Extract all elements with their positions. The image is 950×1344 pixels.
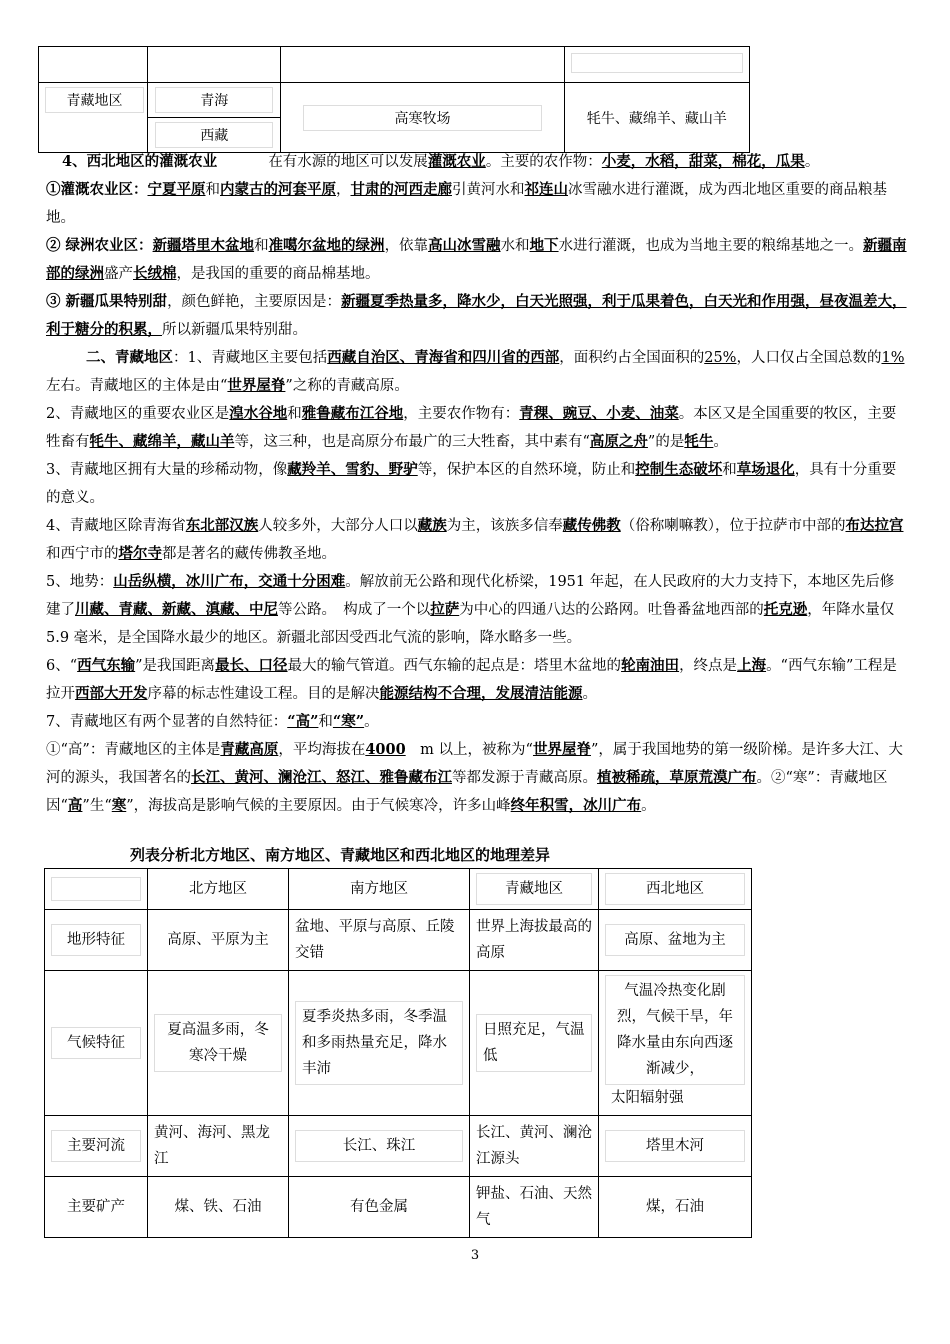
key-term: 准噶尔盆地的绿洲 [268, 237, 385, 254]
text-run: 等都发源于青藏高原。 [452, 770, 597, 786]
text-run: ，颜色鲜艳，主要原因是： [167, 294, 342, 310]
text-run: 和 [318, 714, 333, 730]
key-term: 新疆塔里木盆地 [152, 237, 255, 254]
header-label [51, 877, 141, 901]
section-title: 二、青藏地区 [86, 349, 173, 366]
text-run: 为主，该族多信奉 [446, 518, 563, 534]
cell-text: 长江、珠江 [295, 1130, 463, 1162]
paragraph-irrigation [46, 176, 908, 232]
key-term: 西气东输 [77, 657, 136, 674]
top-table [38, 46, 750, 153]
qz-paragraph-3 [46, 456, 908, 512]
text-run: 人较多外，大部分人口以 [258, 518, 418, 534]
table-cell [148, 910, 289, 971]
header-cell [45, 869, 148, 910]
text-run: （俗称喇嘛教），位于拉萨市中部的 [620, 518, 846, 534]
text-run: ①“高”：青藏地区的主体是 [46, 742, 221, 758]
key-term: 世界屋脊 [227, 377, 286, 394]
key-term: 藏羚羊、雪豹、野驴 [287, 461, 418, 478]
livestock-label: 牦牛、藏绵羊、藏山羊 [586, 110, 727, 127]
cell-text: 夏季炎热多雨，冬季温和多雨热量充足，降水丰沛 [295, 1001, 463, 1085]
text-run: ，终点是 [679, 658, 738, 674]
cell-text: 盆地、平原与高原、丘陵交错 [295, 919, 455, 961]
text-run: 等公路。 构成了一个以 [278, 602, 431, 618]
key-term: 寒 [111, 797, 127, 814]
cell-text: 钾盐、石油、天然气 [476, 1186, 592, 1228]
text-run: 最大的输气管道。西气东输的起点是：塔里木盆地的 [287, 658, 622, 674]
key-term: 世界屋脊 [532, 741, 591, 758]
key-term: 最长、口径 [215, 657, 288, 674]
text-run: 为中心的四通八达的公路网。吐鲁番盆地西部的 [459, 602, 764, 618]
cell-text: 黄河、海河、黑龙江 [154, 1125, 270, 1167]
cell-text: 太阳辐射强 [611, 1090, 684, 1106]
cell-text: 世界上海拔最高的高原 [476, 919, 592, 961]
table-caption: 列表分析北方地区、南方地区、青藏地区和西北地区的地理差异 [130, 846, 551, 864]
text-run: 。 [364, 714, 379, 730]
qz-paragraph-7 [46, 708, 908, 736]
key-term: 西藏自治区、青海省和四川省的西部 [327, 349, 560, 366]
text-run: ”之称的青藏高原。 [285, 378, 409, 394]
text-run: 序幕的标志性建设工程。目的是解决 [147, 686, 380, 702]
key-term: “高” [287, 713, 319, 730]
text-run: ”生“ [82, 798, 112, 814]
text-run: 。 [713, 434, 728, 450]
key-term: 雅鲁藏布江谷地 [301, 405, 404, 422]
row-label-cell [45, 971, 148, 1116]
key-term: 植被稀疏，草原荒漠广布 [597, 769, 757, 786]
key-term: 地下 [529, 237, 559, 254]
agriculture-cell [281, 83, 564, 153]
text-run: ② 绿洲农业区： [46, 237, 153, 254]
text-run: ：1、青藏地区主要包括 [173, 350, 328, 366]
table-cell [470, 1116, 599, 1177]
key-term: 塔尔寺 [118, 545, 162, 562]
text-run: 引黄河水和 [452, 182, 525, 198]
comparison-table [44, 868, 752, 1238]
header-cell [148, 869, 289, 910]
text-run: 5、地势： [46, 574, 114, 590]
text-run: 和 [722, 462, 737, 478]
qz-paragraph-6 [46, 652, 908, 708]
text-run: ，年降水量仅 5.9 毫米，是全国降水最少的地区。新疆北部因受西北气流的影响，降水略多一些。 [46, 602, 895, 646]
key-term: 内蒙古的河套平原 [220, 181, 336, 198]
key-term: 长江、黄河、澜沧江、怒江、雅鲁藏布江 [191, 769, 452, 786]
cell-text: 高原、平原为主 [167, 932, 269, 948]
cell-text: 煤，石油 [646, 1199, 704, 1215]
key-term: 轮南油田 [621, 657, 680, 674]
qinghai-tibet-text [46, 344, 908, 820]
header-cell [470, 869, 599, 910]
key-term: 山岳纵横，冰川广布，交通十分困难 [113, 573, 346, 590]
text-run: 和 [205, 182, 220, 198]
text-run: 。“西气东输”工程是拉开 [46, 658, 897, 702]
key-term: 新疆南部的绿洲 [46, 237, 907, 282]
key-term: 藏传佛教 [562, 517, 621, 534]
province-label: 西藏 [155, 122, 273, 148]
key-term: 川藏、青藏、新藏、滇藏、中尼 [75, 601, 278, 618]
text-run: 。 [582, 686, 597, 702]
header-cell [599, 869, 752, 910]
text-run: 和西宁市的 [46, 546, 119, 562]
text-run: ”，海拔高是影响气候的主要原因。由于气候寒冷，许多山峰 [126, 798, 511, 814]
table-cell [39, 47, 148, 83]
table-cell [599, 1116, 752, 1177]
table-cell [281, 47, 564, 83]
table-cell [289, 971, 470, 1116]
table-cell [470, 1177, 599, 1238]
cell-text: 夏高温多雨，冬寒冷干燥 [154, 1014, 282, 1072]
key-term: 25% [704, 350, 737, 366]
table-cell [564, 47, 749, 83]
text-run: 左右。青藏地区的主体是由“ [46, 378, 228, 394]
table-row [45, 910, 752, 971]
header-label: 西北地区 [605, 873, 745, 905]
province-label: 青海 [155, 87, 273, 113]
section-title: 4、西北地区的灌溉农业 [62, 153, 218, 170]
table-cell [470, 910, 599, 971]
row-label: 气候特征 [51, 1027, 141, 1059]
text-run: 所以新疆瓜果特别甜。 [162, 322, 307, 338]
key-term: 能源结构不合理，发展清洁能源 [379, 685, 583, 702]
region-cell [39, 83, 148, 153]
key-term: 拉萨 [430, 601, 460, 618]
region-label: 青藏地区 [45, 87, 144, 113]
qz-paragraph-5 [46, 568, 908, 652]
key-term: 宁夏平原 [147, 181, 206, 198]
page-number: 3 [470, 1248, 480, 1263]
text-run: 都是著名的藏传佛教圣地。 [162, 546, 336, 562]
table-cell [289, 1116, 470, 1177]
key-term: 高原之舟 [589, 433, 648, 450]
key-term: 布达拉宫 [845, 517, 904, 534]
cell-text: 日照充足，气温低 [476, 1014, 592, 1072]
header-cell [289, 869, 470, 910]
text-run: 。②“寒”：青藏地区因“ [46, 770, 888, 814]
text-run: 冰雪融水进行灌溉，成为西北地区重要的商品粮基地。 [46, 182, 887, 226]
table-cell [599, 910, 752, 971]
table-cell [148, 47, 281, 83]
text-run: 3、青藏地区拥有大量的珍稀动物，像 [46, 462, 288, 478]
qz-paragraph-2 [46, 400, 908, 456]
table-row [45, 971, 752, 1116]
text-run: 4、青藏地区除青海省 [46, 518, 186, 534]
row-label: 主要矿产 [67, 1199, 125, 1215]
province-cell [148, 83, 281, 118]
text-run: 和 [254, 238, 269, 254]
key-term: 控制生态破坏 [635, 461, 723, 478]
key-term: 东北部汉族 [185, 517, 259, 534]
key-term: 西部大开发 [75, 685, 148, 702]
key-term: 托克逊 [763, 601, 808, 618]
text-run: ，是我国的重要的商品棉基地。 [176, 266, 380, 282]
text-run: 。本区又是全国重要的牧区，主要牲畜有 [46, 406, 897, 450]
text-run: ”是我国距离 [135, 658, 216, 674]
header-label: 北方地区 [189, 881, 247, 897]
key-term: 祁连山 [524, 181, 568, 198]
qz-paragraph-1 [46, 344, 908, 400]
key-term: 牦牛 [684, 433, 714, 450]
table-cell [599, 1177, 752, 1238]
key-term: 小麦，水稻，甜菜，棉花，瓜果 [601, 153, 805, 170]
text-run: 2、青藏地区的重要农业区是 [46, 406, 230, 422]
text-run: 水进行灌溉，也成为当地主要的粮绵基地之一。 [558, 238, 864, 254]
text-run: ，人口仅占全国总数的 [736, 350, 882, 366]
text-run: 。 [641, 798, 656, 814]
key-term: 1% [881, 350, 905, 366]
key-term: 青稞、豌豆、小麦、油菜 [519, 405, 679, 422]
cell-text: 长江、黄河、澜沧江源头 [476, 1125, 592, 1167]
text-run: 。 [804, 154, 820, 170]
paragraph-melons [46, 288, 908, 344]
table-row [45, 1116, 752, 1177]
text-run: 7、青藏地区有两个显著的自然特征： [46, 714, 288, 730]
row-label: 地形特征 [51, 924, 141, 956]
livestock-cell [564, 83, 749, 153]
key-term: 藏族 [417, 517, 447, 534]
cell-text: 煤、铁、石油 [174, 1199, 262, 1215]
table-cell [470, 971, 599, 1116]
agriculture-label: 高寒牧场 [303, 105, 541, 131]
text-run: ，平均海拔在 [278, 742, 366, 758]
table-cell [148, 1177, 289, 1238]
key-term: 湟水谷地 [229, 405, 288, 422]
text-run: ”的是 [647, 434, 685, 450]
table-cell [148, 971, 289, 1116]
text-run: 盛产 [104, 266, 133, 282]
text-run: ①灌溉农业区： [46, 181, 148, 198]
header-label: 南方地区 [350, 881, 408, 897]
text-run: 和 [287, 406, 302, 422]
key-term: 长绒棉 [133, 265, 177, 282]
table-cell [148, 1116, 289, 1177]
text-run: ，依靠 [384, 238, 429, 254]
key-term: 4000 [365, 741, 406, 758]
table-cell [289, 910, 470, 971]
text-run: ，主要农作物有： [403, 406, 520, 422]
text-run: 等，这三种，也是高原分布最广的三大牲畜，其中素有“ [234, 434, 590, 450]
qz-paragraph-4 [46, 512, 908, 568]
text-run: 。解放前无公路和现代化桥梁，1951 年起，在人民政府的大力支持下，本地区先后修建了 [46, 574, 895, 618]
key-term: 高山冰雪融 [428, 237, 501, 254]
cell-text: 高原、盆地为主 [605, 924, 745, 956]
text-run: 等，保护本区的自然环境，防止和 [417, 462, 636, 478]
cell-text: 气温冷热变化剧烈，气候干旱，年降水量由东向西逐渐减少， [605, 975, 745, 1085]
key-term: 上海 [737, 657, 767, 674]
row-label-cell [45, 910, 148, 971]
text-run: m 以上，被称为“ [405, 742, 533, 758]
text-run: 6、“ [46, 658, 78, 674]
section4-heading [46, 148, 908, 176]
header-label: 青藏地区 [476, 873, 592, 905]
table-row [45, 1177, 752, 1238]
body-text [46, 148, 908, 344]
key-term: 青藏高原 [220, 741, 279, 758]
text-run: 水和 [500, 238, 530, 254]
key-term: 新疆夏季热量多，降水少，白天光照强，利于瓜果着色，白天光和作用强，昼夜温差大，利于糖分的积累， [46, 293, 907, 338]
key-term: 甘肃的河西走廊 [350, 181, 452, 198]
key-term: 终年积雪，冰川广布 [510, 797, 642, 814]
key-term: “寒” [332, 713, 365, 730]
key-term: 牦牛、藏绵羊，藏山羊 [89, 433, 235, 450]
cell-text: 有色金属 [350, 1199, 408, 1215]
text-run: ”，属于我国地势的第一级阶梯。是许多大江、大河的源头，我国著名的 [46, 742, 903, 786]
table-cell [599, 971, 752, 1116]
row-label-cell [45, 1116, 148, 1177]
table-cell [289, 1177, 470, 1238]
text-run: ，面积约占全国面积的 [559, 350, 705, 366]
text-run: 在有水源的地区可以发展 [268, 154, 428, 170]
text-run: 。主要的农作物： [485, 154, 602, 170]
text-run: ， [336, 182, 351, 198]
key-term: 高 [67, 797, 83, 814]
text-run: ③ 新疆瓜果特别甜 [46, 293, 168, 310]
row-label: 主要河流 [51, 1130, 141, 1162]
cell-text: 塔里木河 [605, 1130, 745, 1162]
text-run: ，具有十分重要的意义。 [46, 462, 897, 506]
row-label-cell [45, 1177, 148, 1238]
key-term: 草场退化 [736, 461, 795, 478]
qz-paragraph-8 [46, 736, 908, 820]
paragraph-oasis [46, 232, 908, 288]
key-term: 灌溉农业 [427, 153, 486, 170]
